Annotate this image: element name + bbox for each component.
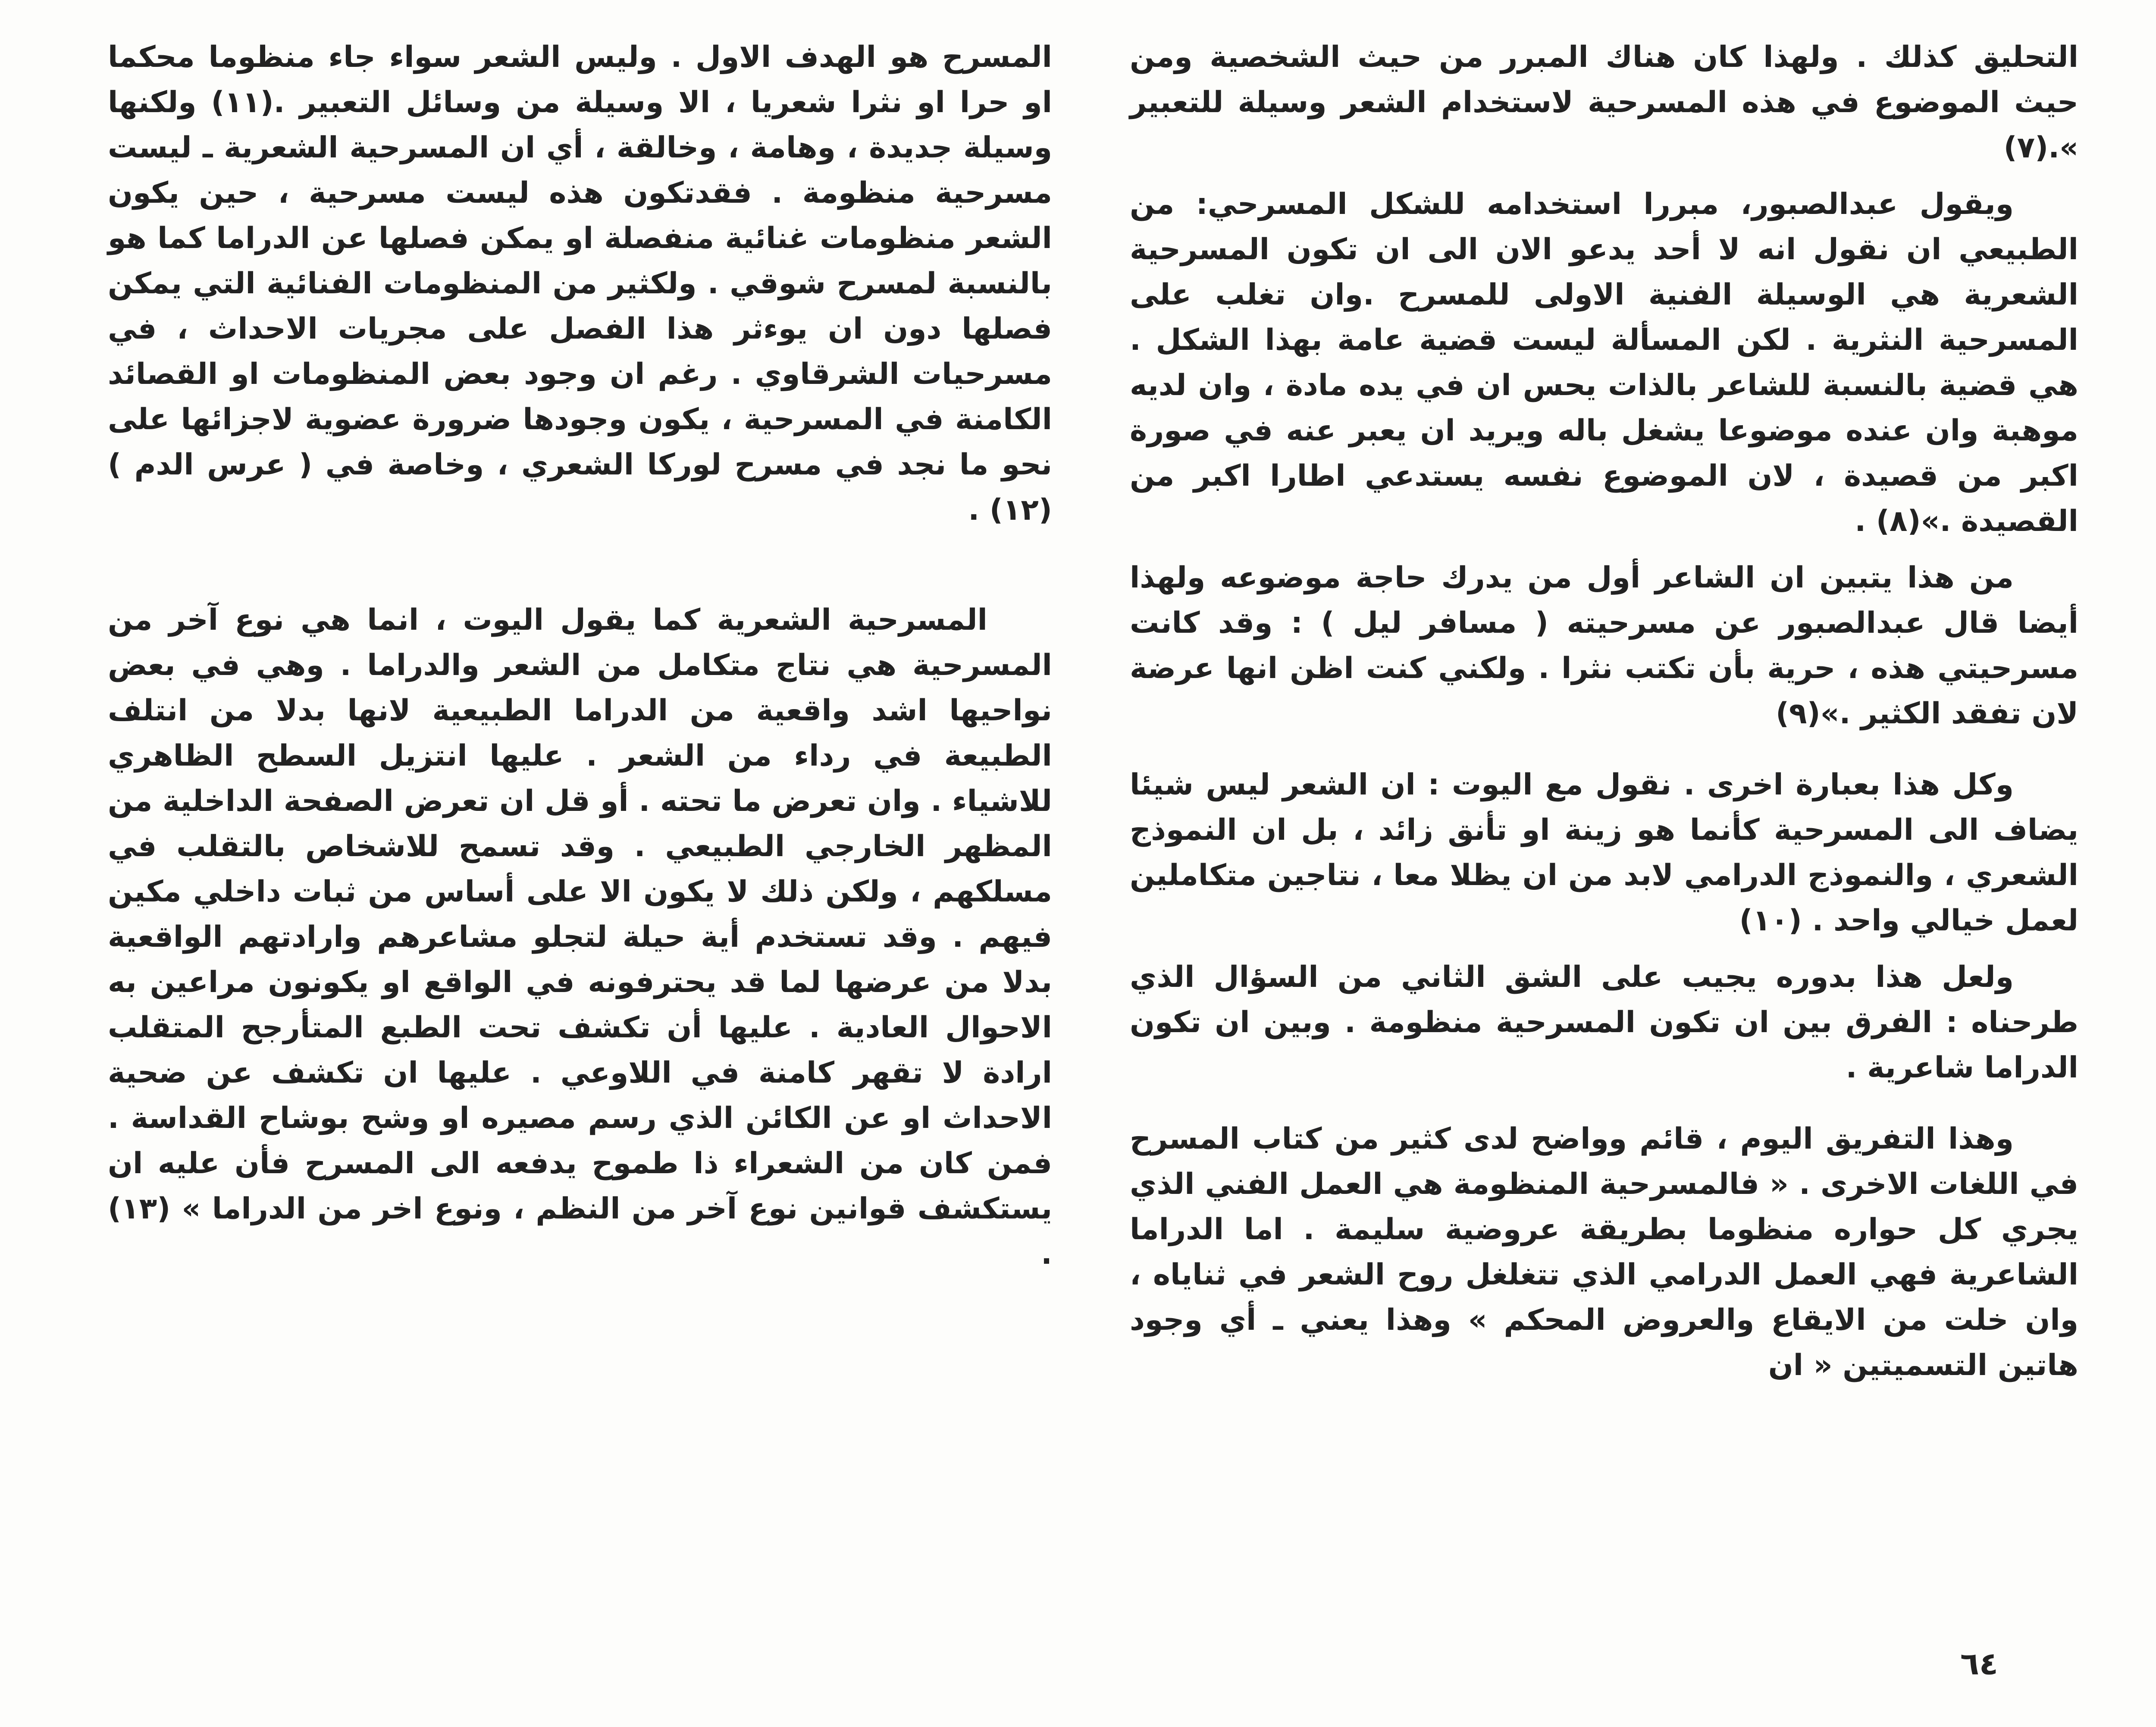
paragraph: التحليق كذلك . ولهذا كان هناك المبرر من حيث الشخصية ومن حيث الموضوع في هذه المسرحية لاستخدام الشعر وسيلة للتعبير ».(٧)	[1130, 40, 2078, 165]
paragraph: المسرحية الشعرية كما يقول اليوت ، انما هي نوع آخر من المسرحية هي نتاج متكامل من الشعر والدراما . وهي في بعض نواحيها اشد واقعية من الدراما الطبيعية لانها بدلا من انتلف الطبيعة في رداء من الشعر . عليها انتزيل السطح الظاهري للاشياء . وان تعرض ما تحته . أو قل ان تعرض الصفحة الداخلية من المظهر الخارجي الطبيعي . وقد تسمح للاشخاص بالتقلب في مسلكهم ، ولكن ذلك لا يكون الا على أساس من ثبات داخلي مكين فيهم . وقد تستخدم أية حيلة لتجلو مشاعرهم وارادتهم الواقعية بدلا من عرضها لما قد يحترفونه في الواقع او يكونون مراعين به الاحوال العادية . عليها أن تكشف تحت الطبع المتأرجح المتقلب ارادة لا تقهر كامنة في اللاوعي . عليها ان تكشف عن ضحية الاحداث او عن الكائن الذي رسم مصيره او وشح بوشاح القداسة . فمن كان من الشعراء ذا طموح يدفعه الى المسرح فأن عليه ان يستكشف قوانين نوع آخر من النظم ، ونوع اخر من الدراما » (١٣) .	[108, 603, 1052, 1271]
paragraph: وكل هذا بعبارة اخرى . نقول مع اليوت : ان الشعر ليس شيئا يضاف الى المسرحية كأنما هو زينة او تأنق زائد ، بل ان النموذج الشعري ، والنموذج الدرامي لابد من ان يظلا معا ، نتاجين متكاملين لعمل خيالي واحد . (١٠)	[1130, 768, 2078, 938]
paragraph: المسرح هو الهدف الاول . وليس الشعر سواء جاء منظوما محكما او حرا او نثرا شعريا ، الا وسيلة من وسائل التعبير .(١١) ولكنها وسيلة جديدة ، وهامة ، وخالقة ، أي ان المسرحية الشعرية ـ ليست مسرحية منظومة . فقدتكون هذه ليست مسرحية ، حين يكون الشعر منظومات غنائية منفصلة او يمكن فصلها عن الدراما كما هو بالنسبة لمسرح شوقي . ولكثير من المنظومات الفنائية التي يمكن فصلها دون ان يوءثر هذا الفصل على مجريات الاحداث ، في مسرحيات الشرقاوي . رغم ان وجود بعض المنظومات او القصائد الكامنة في المسرحية ، يكون وجودها ضرورة عضوية لاجزائها على نحو ما نجد في مسرح لوركا الشعري ، وخاصة في ( عرس الدم )(١٢) .	[108, 40, 1053, 527]
paragraph: ولعل هذا بدوره يجيب على الشق الثاني من السؤال الذي طرحناه : الفرق بين ان تكون المسرحية منظومة . وبين ان تكون الدراما شاعرية .	[1130, 960, 2078, 1085]
right-text-column	[1130, 35, 2078, 1388]
paragraph: من هذا يتبين ان الشاعر أول من يدرك حاجة موضوعه ولهذا أيضا قال عبدالصبور عن مسرحيته ( مسافر ليل ) : وقد كانت مسرحيتي هذه ، حرية بأن تكتب نثرا . ولكني كنت اظن انها عرضة لان تفقد الكثير .»(٩)	[1130, 561, 2078, 731]
paragraph: ويقول عبدالصبور، مبررا استخدامه للشكل المسرحي: من الطبيعي ان نقول انه لا أحد يدعو الان الى ان تكون المسرحية الشعرية هي الوسيلة الفنية الاولى للمسرح .وان تغلب على المسرحية النثرية . لكن المسألة ليست قضية عامة بهذا الشكل . هي قضية بالنسبة للشاعر بالذات يحس ان في يده مادة ، وان لديه موهبة وان عنده موضوعا يشغل باله ويريد ان يعبر عنه في صورة اكبر من قصيدة ، لان الموضوع نفسه يستدعي اطارا اكبر من القصيدة .»(٨) .	[1130, 187, 2078, 538]
left-text-column	[108, 35, 1052, 1277]
paragraph: وهذا التفريق اليوم ، قائم وواضح لدى كثير من كتاب المسرح في اللغات الاخرى . « فالمسرحية المنظومة هي العمل الفني الذي يجري كل حواره منظوما بطريقة عروضية سليمة . اما الدراما الشاعرية فهي العمل الدرامي الذي تتغلغل روح الشعر في ثناياه ، وان خلت من الايقاع والعروض المحكم » وهذا يعني ـ أي وجود هاتين التسميتين « ان	[1130, 1122, 2078, 1382]
page-number: ٦٤	[1960, 1645, 1998, 1682]
